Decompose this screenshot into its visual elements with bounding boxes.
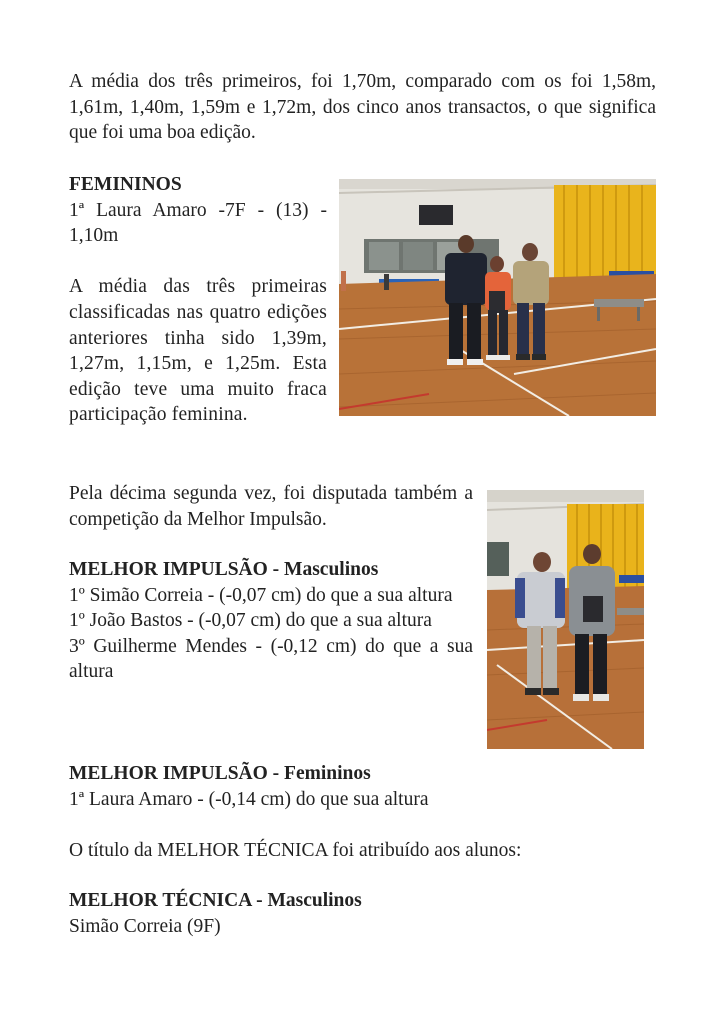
tecnica-masculinos-heading: MELHOR TÉCNICA - Masculinos (69, 890, 362, 911)
impulsao-masculinos-result-2: 1º João Bastos - (-0,07 cm) do que a sua altura (69, 610, 432, 632)
award-photo-femininos (339, 179, 656, 416)
femininos-section (69, 172, 327, 428)
tecnica-masculinos-result: Simão Correia (9F) (69, 915, 221, 937)
femininos-note: A média das três primeiras classificadas nas quatro edições anteriores tinha sido 1,39m, 1,27m, 1,15m, e 1,25m. Esta edição teve uma muito fraca participação feminina. (69, 276, 327, 426)
femininos-heading: FEMININOS (69, 174, 182, 195)
impulsao-femininos-section (69, 761, 656, 812)
impulsao-femininos-result: 1ª Laura Amaro - (-0,14 cm) do que sua altura (69, 788, 429, 810)
intro-paragraph: A média dos três primeiros, foi 1,70m, comparado com os foi 1,58m, 1,61m, 1,40m, 1,59m e 1,72m, dos cinco anos transactos, o que significa que foi uma boa edição. (69, 71, 656, 144)
tecnica-intro: O título da MELHOR TÉCNICA foi atribuído aos alunos: (69, 840, 522, 861)
award-photo-impulsao (487, 490, 644, 749)
femininos-result: 1ª Laura Amaro -7F - (13) - 1,10m (69, 199, 327, 247)
impulsao-masculinos-result-1: 1º Simão Correia - (-0,07 cm) do que a sua altura (69, 584, 453, 606)
impulsao-intro: Pela décima segunda vez, foi disputada também a competição da Melhor Impulsão. (69, 483, 473, 530)
impulsao-masculinos-result-3: 3º Guilherme Mendes - (-0,12 cm) do que a sua altura (69, 635, 473, 683)
impulsao-masculinos-heading: MELHOR IMPULSÃO - Masculinos (69, 559, 379, 580)
impulsao-masculinos-section (69, 557, 473, 685)
impulsao-femininos-heading: MELHOR IMPULSÃO - Femininos (69, 763, 371, 784)
tecnica-masculinos-section (69, 888, 656, 939)
